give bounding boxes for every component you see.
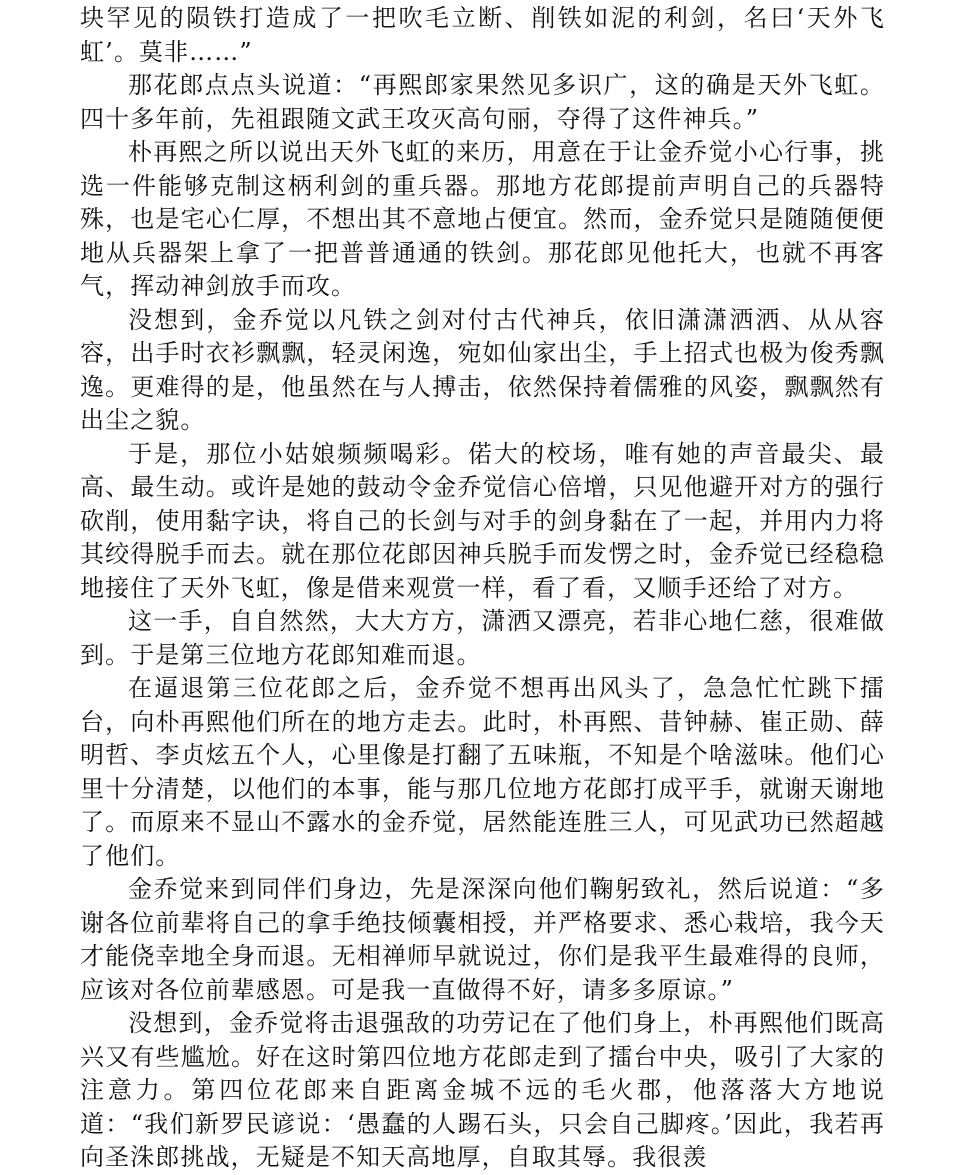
paragraph: 这一手，自自然然，大大方方，潇洒又漂亮，若非心地仁慈，很难做到。于是第三位地方花郎知难而退。 xyxy=(80,607,885,669)
paragraph: 没想到，金乔觉以凡铁之剑对付古代神兵，依旧潇潇洒洒、从从容容，出手时衣衫飘飘，轻灵闲逸，宛如仙家出尘，手上招式也极为俊秀飘逸。更难得的是，他虽然在与人搏击，依然保持着儒雅的风姿，飘飘然有出尘之貌。 xyxy=(80,305,885,434)
paragraph: 在逼退第三位花郎之后，金乔觉不想再出风头了，急急忙忙跳下擂台，向朴再熙他们所在的地方走去。此时，朴再熙、昔钟赫、崔正勋、薛明哲、李贞炫五个人，心里像是打翻了五味瓶，不知是个啥滋味。他们心里十分清楚，以他们的本事，能与那几位地方花郎打成平手，就谢天谢地了。而原来不显山不露水的金乔觉，居然能连胜三人，可见武功已然超越了他们。 xyxy=(80,674,885,870)
paragraph: 朴再熙之所以说出天外飞虹的来历，用意在于让金乔觉小心行事，挑选一件能够克制这柄利剑的重兵器。那地方花郎提前声明自己的兵器特殊，也是宅心仁厚，不想出其不意地占便宜。然而，金乔觉只是随随便便地从兵器架上拿了一把普普通通的铁剑。那花郎见他托大，也就不再客气，挥动神剑放手而攻。 xyxy=(80,138,885,300)
paragraph: 金乔觉来到同伴们身边，先是深深向他们鞠躬致礼，然后说道：“多谢各位前辈将自己的拿手绝技倾囊相授，并严格要求、悉心栽培，我今天才能侥幸地全身而退。无相禅师早就说过，你们是我平生最难得的良师，应该对各位前辈感恩。可是我一直做得不好，请多多原谅。” xyxy=(80,875,885,1004)
paragraph-continued: 块罕见的陨铁打造成了一把吹毛立断、削铁如泥的利剑，名曰‘天外飞虹’。莫非……” xyxy=(80,4,885,66)
paragraph: 于是，那位小姑娘频频喝彩。偌大的校场，唯有她的声音最尖、最高、最生动。或许是她的鼓动令金乔觉信心倍增，只见他避开对方的强行砍削，使用黏字诀，将自己的长剑与对手的剑身黏在了一起，并用内力将其绞得脱手而去。就在那位花郎因神兵脱手而发愣之时，金乔觉已经稳稳地接住了天外飞虹，像是借来观赏一样，看了看，又顺手还给了对方。 xyxy=(80,439,885,602)
document-page xyxy=(80,2,885,1175)
paragraph: 那花郎点点头说道：“再熙郎家果然见多识广，这的确是天外飞虹。四十多年前，先祖跟随文武王攻灭高句丽，夺得了这件神兵。” xyxy=(80,71,885,133)
paragraph: 没想到，金乔觉将击退强敌的功劳记在了他们身上，朴再熙他们既高兴又有些尴尬。好在这时第四位地方花郎走到了擂台中央，吸引了大家的注意力。第四位花郎来自距离金城不远的毛火郡，他落落大方地说道：“我们新罗民谚说：‘愚蠢的人踢石头，只会自己脚疼。’因此，我若再向圣洙郎挑战，无疑是不知天高地厚，自取其辱。我很羡 xyxy=(80,1009,885,1171)
